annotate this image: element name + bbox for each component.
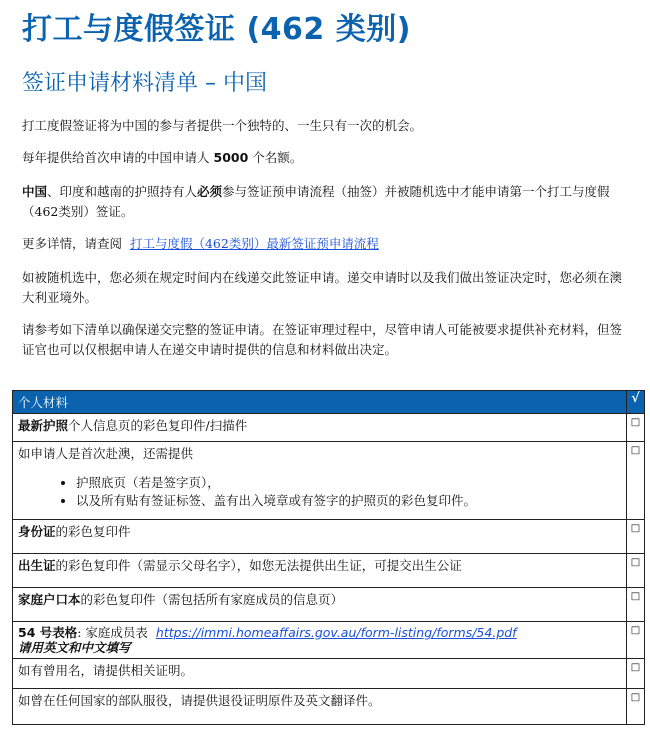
table-row — [13, 689, 645, 725]
table-row — [13, 414, 645, 442]
checklist-header: 个人材料 — [13, 391, 627, 414]
table-row — [13, 622, 645, 659]
selection-paragraph: 如被随机选中，您必须在规定时间内在线递交此签证申请。递交申请时以及我们做出签证决定时，您必须在澳大利亚境外。 — [22, 270, 623, 305]
page-subtitle: 签证申请材料清单 – 中国 — [22, 71, 267, 96]
checklist-table — [12, 390, 645, 725]
row-first-visit — [13, 442, 627, 520]
quota-text-pre: 每年提供给首次申请的中国申请人 — [22, 150, 210, 165]
intro-paragraph: 打工度假签证将为中国的参与者提供一个独特的、一生只有一次的机会。 — [22, 118, 423, 133]
ballot-text-rest: 参与签证预申请流程（抽签）并被随机选中才能申请第一个打工与度假（462类别）签证。 — [22, 184, 610, 219]
row-passport-text: 个人信息页的彩色复印件/扫描件 — [68, 418, 248, 433]
row-form54 — [13, 622, 627, 659]
checkbox-icon[interactable]: □ — [627, 442, 645, 520]
quota-text-post: 个名额。 — [252, 150, 303, 165]
details-paragraph — [22, 234, 622, 254]
row-passport-bold: 最新护照 — [18, 418, 69, 433]
ballot-paragraph — [22, 182, 622, 222]
row-former-name: 如有曾用名，请提供相关证明。 — [13, 659, 627, 689]
row-id-card — [13, 520, 627, 554]
row-birth-cert-text: 的彩色复印件（需显示父母名字），如您无法提供出生证，可提交出生公证 — [55, 558, 462, 573]
row-military: 如曾在任何国家的部队服役，请提供退役证明原件及英文翻译件。 — [13, 689, 627, 725]
details-text: 更多详情，请查阅 — [22, 236, 123, 251]
row-form54-text: : 家庭成员表 — [77, 625, 148, 640]
checklist-header-row — [13, 391, 645, 414]
table-row — [13, 554, 645, 588]
row-id-card-text: 的彩色复印件 — [55, 524, 131, 539]
first-visit-list — [76, 474, 621, 510]
row-first-visit-text: 如申请人是首次赴澳，还需提供 — [18, 446, 194, 461]
row-id-card-bold: 身份证 — [18, 524, 56, 539]
row-hukou — [13, 588, 627, 622]
ballot-text-mid: 、印度和越南的护照持有人 — [47, 184, 198, 199]
ballot-bold-china: 中国 — [22, 184, 48, 199]
row-birth-cert — [13, 554, 627, 588]
checkbox-icon[interactable]: □ — [627, 414, 645, 442]
row-birth-cert-bold: 出生证 — [18, 558, 56, 573]
quota-paragraph — [22, 148, 622, 168]
checkbox-icon[interactable]: □ — [627, 689, 645, 725]
table-row — [13, 520, 645, 554]
row-form54-note: 请用英文和中文填写 — [18, 640, 131, 655]
checklist-intro-paragraph: 请参考如下清单以确保递交完整的签证申请。在签证审理过程中，尽管申请人可能被要求提供补充材料，但签证官也可以仅根据申请人在递交申请时提供的信息和材料做出决定。 — [22, 322, 623, 357]
row-passport — [13, 414, 627, 442]
tick-header-icon: √ — [627, 391, 645, 414]
table-row — [13, 659, 645, 689]
list-item: • 以及所有贴有签证标签、盖有出入境章或有签字的护照页的彩色复印件。 — [76, 492, 621, 510]
ballot-bold-must: 必须 — [197, 184, 223, 199]
checkbox-icon[interactable]: □ — [627, 659, 645, 689]
preapplication-link[interactable]: 打工与度假（462类别）最新签证预申请流程 — [129, 236, 379, 251]
table-row — [13, 588, 645, 622]
row-hukou-text: 的彩色复印件（需包括所有家庭成员的信息页） — [80, 592, 344, 607]
checkbox-icon[interactable]: □ — [627, 554, 645, 588]
checkbox-icon[interactable]: □ — [627, 622, 645, 659]
form54-link[interactable]: https://immi.homeaffairs.gov.au/form-listing/forms/54.pdf — [155, 625, 517, 640]
checkbox-icon[interactable]: □ — [627, 520, 645, 554]
row-form54-bold: 54 号表格 — [18, 625, 78, 640]
table-row — [13, 442, 645, 520]
list-item: • 护照底页（若是签字页）， — [76, 474, 621, 492]
quota-number: 5000 — [213, 150, 249, 165]
row-hukou-bold: 家庭户口本 — [18, 592, 81, 607]
page-title: 打工与度假签证 (462 类别) — [22, 12, 411, 47]
checkbox-icon[interactable]: □ — [627, 588, 645, 622]
